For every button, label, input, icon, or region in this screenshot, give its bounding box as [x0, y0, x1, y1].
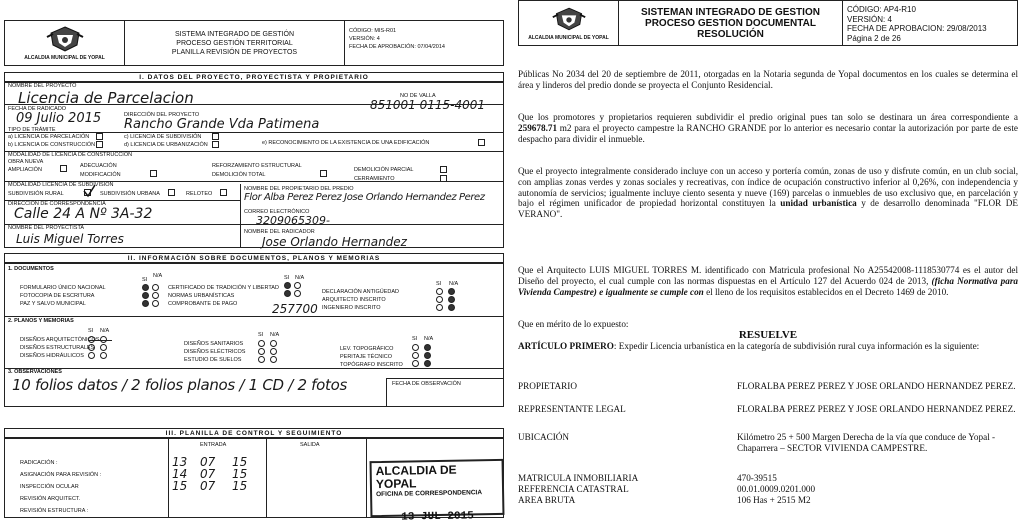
resolution-title-line: PROCESO GESTION DOCUMENTAL	[645, 17, 816, 29]
control-day: 14	[172, 467, 188, 481]
stamp-date: 13 JUL 2015	[401, 510, 474, 524]
article-one	[518, 341, 1018, 352]
yes-column-label: SI	[142, 277, 148, 283]
na-column-label: N/A	[295, 275, 305, 281]
yes-radio[interactable]	[412, 352, 419, 359]
construction-mode-option: MODIFICACIÓN	[80, 172, 121, 178]
area-value: 259678.71	[518, 122, 558, 133]
plan-item: DISEÑOS ELÉCTRICOS	[184, 349, 246, 355]
na-column-label: N/A	[153, 273, 163, 279]
divider	[4, 316, 504, 317]
divider	[4, 368, 504, 369]
procedure-option: a) LICENCIA DE PARCELACIÓN	[8, 134, 90, 140]
designer-value: Luis Miguel Torres	[16, 232, 124, 246]
check-mark-icon	[82, 184, 96, 198]
plan-item: DISEÑOS HIDRÁULICOS	[20, 353, 84, 359]
project-address-value: Rancho Grande Vda Patimena	[124, 117, 320, 132]
procedure-option: e) RECONOCIMIENTO DE LA EXISTENCIA DE UNA EDIFICACIÓN	[262, 140, 430, 146]
article-one-heading: ARTÍCULO PRIMERO	[518, 341, 614, 351]
normative-note: (ficha Normativa para Vivienda Campestre) e igualmente se cumple con	[518, 275, 1018, 297]
billboard-number-label: NO DE VALLA	[400, 93, 436, 99]
na-radio[interactable]	[294, 282, 301, 289]
na-column-label: N/A	[270, 332, 280, 338]
paragraph-2	[518, 112, 1018, 144]
info-value: FLORALBA PEREZ PEREZ Y JOSE ORLANDO HERNANDEZ PEREZ.	[737, 404, 1016, 414]
procedure-checkbox[interactable]	[96, 141, 103, 148]
paragraph-1: Públicas No 2034 del 20 de septiembre de 2011, otorgadas en la Notaria segunda de Yopal documentos en los cuales se determina el área y linderos del predio donde se proyecta el Conjunto Residencial.	[518, 69, 1018, 90]
yes-radio[interactable]	[142, 300, 149, 307]
billboard-number-value: 851001 0115-4001	[370, 98, 486, 112]
document-item: COMPROBANTE DE PAGO	[168, 301, 238, 307]
project-name-label: NOMBRE DEL PROYECTO	[8, 83, 77, 89]
control-row-label: REVISIÓN ESTRUCTURA :	[20, 508, 89, 514]
form-version: VERSIÓN: 4	[349, 36, 380, 42]
na-radio[interactable]	[448, 288, 455, 295]
info-value: 106 Has + 2515 M2	[737, 495, 811, 505]
yes-radio[interactable]	[436, 304, 443, 311]
construction-mode-option: DEMOLICIÓN TOTAL	[212, 172, 266, 178]
divider	[4, 104, 504, 105]
subdivision-mode-option: SUBDIVISIÓN RURAL	[8, 191, 64, 197]
plan-item: LEV. TOPOGRÁFICO	[340, 346, 394, 352]
control-month: 07	[200, 467, 216, 481]
plans-label: 2. PLANOS Y MEMORIAS	[8, 318, 74, 324]
resolution-title-line: SISTEMAN INTEGRADO DE GESTION	[641, 6, 820, 18]
yes-radio[interactable]	[88, 344, 95, 351]
document-item: ARQUITECTO INSCRITO	[322, 297, 386, 303]
paragraph-text: el lleno de los requisitos establecidos en el Decreto 1469 de 2010.	[703, 286, 949, 297]
urban-unit-term: unidad urbanística	[780, 198, 857, 209]
procedure-checkbox[interactable]	[212, 141, 219, 148]
paragraph-text: m2 para el proyecto campestre la RANCHO GRANDE por lo anterior es necesario contar la autorización por parte de este despacho para dividir el inmueble.	[518, 122, 1018, 144]
procedure-type-label: TIPO DE TRÁMITE	[8, 127, 56, 133]
construction-mode-checkbox[interactable]	[60, 165, 67, 172]
section-1-title: I. DATOS DEL PROYECTO, PROYECTISTA Y PROPIETARIO	[4, 72, 504, 82]
control-year: 15	[232, 455, 248, 469]
form-logo	[5, 21, 125, 65]
construction-mode-option: REFORZAMIENTO ESTRUCTURAL	[212, 163, 302, 169]
na-radio[interactable]	[424, 360, 431, 367]
right-resolution-page	[512, 0, 1024, 516]
observation-date-label: FECHA DE OBSERVACIÓN	[392, 381, 461, 387]
subdivision-mode-option: SUBDIVISIÓN URBANA	[100, 191, 160, 197]
form-approval-date: FECHA DE APROBACIÓN: 07/04/2014	[349, 44, 445, 50]
form-meta	[345, 21, 503, 65]
control-year: 15	[232, 467, 248, 481]
construction-mode-checkbox[interactable]	[150, 170, 157, 177]
document-item: PAZ Y SALVO MUNICIPAL	[20, 301, 86, 307]
section-3-title: III. PLANILLA DE CONTROL Y SEGUIMIENTO	[4, 428, 504, 438]
plan-item: DISEÑOS ESTRUCTURALES	[20, 345, 95, 351]
info-key: UBICACIÓN	[518, 432, 570, 442]
construction-mode-checkbox[interactable]	[440, 166, 447, 173]
resolution-approval-date: FECHA DE APROBACION: 29/08/2013	[847, 24, 987, 33]
info-value: Kilómetro 25 + 500 Margen Derecha de la vía que conduce de Yopal - Chaparrera – SECTOR VIVIENDA CAMPESTRE.	[737, 432, 996, 453]
observations-label: 3. OBSERVACIONES	[8, 369, 62, 375]
plan-item: TOPÓGRAFO INSCRITO	[340, 362, 403, 368]
reception-stamp	[370, 459, 505, 524]
na-radio[interactable]	[100, 352, 107, 359]
subdivision-mode-option: RELOTEO	[186, 191, 213, 197]
paragraph-text: : Expedir Licencia urbanística en la categoría de subdivisión rural cuya información es la siguiente:	[613, 341, 980, 351]
info-key: REFERENCIA CATASTRAL	[518, 484, 629, 494]
control-day: 15	[172, 479, 188, 493]
yes-radio[interactable]	[436, 288, 443, 295]
form-title-line: PLANILLA REVISIÓN DE PROYECTOS	[171, 48, 298, 56]
info-value: 00.01.0009.0201.000	[737, 484, 816, 494]
na-radio[interactable]	[100, 344, 107, 351]
filer-label: NOMBRE DEL RADICADOR	[244, 229, 315, 235]
plan-item: ESTUDIO DE SUELOS	[184, 357, 242, 363]
na-column-label: N/A	[449, 281, 459, 287]
procedure-checkbox[interactable]	[96, 133, 103, 140]
construction-mode-option: CERRAMIENTO	[354, 176, 395, 182]
correspondence-address-label: DIRECCIÓN DE CORRESPONDENCIA	[8, 201, 106, 207]
paragraph-text: y de desarrollo denominada "FLOR DE VERANO".	[518, 198, 1019, 220]
resolution-title	[619, 1, 843, 45]
info-key: AREA BRUTA	[518, 495, 576, 505]
resolution-header	[518, 0, 1018, 46]
yes-radio[interactable]	[88, 352, 95, 359]
resolution-logo-text: ALCALDIA MUNICIPAL DE YOPAL	[528, 35, 609, 41]
form-header	[4, 20, 504, 66]
form-logo-text: ALCALDIA MUNICIPAL DE YOPAL	[24, 55, 105, 61]
procedure-option: c) LICENCIA DE SUBDIVISIÓN	[124, 134, 202, 140]
yes-radio[interactable]	[142, 292, 149, 299]
filing-date-label: FECHA DE RADICADO	[8, 106, 67, 112]
na-radio[interactable]	[424, 352, 431, 359]
construction-mode-option: AMPLIACIÓN	[8, 167, 42, 173]
procedure-checkbox[interactable]	[212, 133, 219, 140]
resolution-logo	[519, 1, 619, 45]
email-label: CORREO ELECTRÓNICO	[244, 209, 310, 215]
na-radio[interactable]	[424, 344, 431, 351]
plan-item: DISEÑOS SANITARIOS	[184, 341, 244, 347]
filer-value: Jose Orlando Hernandez	[262, 235, 407, 249]
info-value: 470-39515	[737, 473, 777, 483]
na-radio[interactable]	[152, 292, 159, 299]
na-radio[interactable]	[448, 296, 455, 303]
project-name-value: Licencia de Parcelacion	[18, 89, 194, 107]
section-2-title: II. INFORMACIÓN SOBRE DOCUMENTOS, PLANOS Y MEMORIAS	[4, 253, 504, 263]
document-item: CERTIFICADO DE TRADICIÓN Y LIBERTAD	[168, 285, 279, 291]
designer-label: NOMBRE DEL PROYECTISTA	[8, 225, 85, 231]
strike-line	[88, 340, 112, 341]
paragraph-text: Que el proyecto integralmente considerado incluye con un acceso y portería común, zonas de uso y disfrute común, en un club social, con amplias zonas verdes y zonas sociales y recreativas, con índice de ocupación constructivo inferior al 0,26%, con independencia y autonomía de servicios; igualmente incluye ciento sesenta y nueve (169) parcelas o inmuebles de uso exclusivo que, en parcelación y bajo el régimen unificador de propiedad horizontal constituyen la	[518, 166, 1018, 209]
control-month: 07	[200, 479, 216, 493]
info-key: REPRESENTANTE LEGAL	[518, 404, 626, 414]
subdivision-mode-label: MODALIDAD LICENCIA DE SUBDIVISIÓN	[8, 182, 114, 188]
left-form-page	[0, 0, 508, 524]
subdivision-urban-checkbox[interactable]	[168, 189, 175, 196]
resolution-meta	[843, 1, 1017, 45]
construction-mode-option: OBRA NUEVA	[8, 159, 44, 165]
form-title	[125, 21, 345, 65]
payment-amount: 257700	[272, 302, 318, 316]
na-column-label: N/A	[100, 328, 110, 334]
plan-item: DISEÑOS ARQUITECTÓNICOS	[20, 337, 100, 343]
document-item: FOTOCOPIA DE ESCRITURA	[20, 293, 95, 299]
construction-mode-checkbox[interactable]	[320, 170, 327, 177]
reloteo-checkbox[interactable]	[220, 189, 227, 196]
yes-column-label: SI	[88, 328, 94, 334]
info-key: MATRICULA INMOBILIARIA	[518, 473, 639, 483]
coat-of-arms-icon	[551, 5, 587, 33]
document-item: FORMULARIO ÚNICO NACIONAL	[20, 285, 106, 291]
paragraph-5: Que en mérito de lo expuesto:	[518, 319, 629, 329]
control-year: 15	[232, 479, 248, 493]
stamp-title: ALCALDIA DE YOPAL	[375, 462, 457, 492]
control-row-label: ASIGNACIÓN PARA REVISIÓN :	[20, 472, 102, 478]
paragraph-3	[518, 166, 1018, 220]
na-column-label: N/A	[424, 336, 434, 342]
procedure-checkbox[interactable]	[478, 139, 485, 146]
control-month: 07	[200, 455, 216, 469]
construction-mode-option: ADECUACIÓN	[80, 163, 117, 169]
divider	[4, 132, 504, 133]
yes-column-label: SI	[284, 275, 290, 281]
yes-column-label: SI	[436, 281, 442, 287]
control-row-label: INSPECCIÓN OCULAR	[20, 484, 79, 490]
yes-radio[interactable]	[258, 356, 265, 363]
resolution-title-line: RESOLUCIÓN	[697, 28, 764, 40]
document-item: NORMAS URBANÍSTICAS	[168, 293, 235, 299]
yes-radio[interactable]	[284, 290, 291, 297]
project-address-label: DIRECCIÓN DEL PROYECTO	[124, 112, 200, 118]
divider	[168, 438, 169, 518]
entry-column-label: ENTRADA	[200, 442, 227, 448]
control-day: 13	[172, 455, 188, 469]
yes-radio[interactable]	[142, 284, 149, 291]
divider	[266, 438, 267, 518]
observations-value: 10 folios datos / 2 folios planos / 1 CD / 2 fotos	[12, 376, 347, 394]
procedure-option: d) LICENCIA DE URBANIZACIÓN	[124, 142, 208, 148]
yes-radio[interactable]	[412, 344, 419, 351]
yes-radio[interactable]	[412, 360, 419, 367]
yes-radio[interactable]	[258, 348, 265, 355]
paragraph-text: Que los promotores y propietarios requieren subdividir el predio original pues tan solo se destinara un área correspondiente a	[518, 112, 1018, 122]
paragraph-4	[518, 265, 1018, 297]
stamp-office: OFICINA DE CORRESPONDENCIA	[376, 489, 483, 499]
na-radio[interactable]	[152, 300, 159, 307]
coat-of-arms-icon	[45, 25, 85, 53]
control-row-label: REVISIÓN ARQUITECT.	[20, 496, 81, 502]
document-item: INGENIERO INSCRITO	[322, 305, 381, 311]
na-radio[interactable]	[270, 348, 277, 355]
form-title-line: PROCESO GESTIÓN TERRITORIAL	[176, 39, 293, 47]
divider	[366, 438, 367, 518]
divider	[240, 184, 241, 248]
na-radio[interactable]	[294, 290, 301, 297]
yes-radio[interactable]	[284, 282, 291, 289]
resolution-version: VERSIÓN: 4	[847, 14, 892, 24]
construction-mode-option: DEMOLICIÓN PARCIAL	[354, 167, 414, 173]
resolution-code: CÓDIGO: AP4-R10	[847, 5, 916, 14]
email-value: 3209065309-	[256, 214, 330, 227]
documents-label: 1. DOCUMENTOS	[8, 266, 54, 272]
owner-value: Flor Alba Perez Perez Jose Orlando Hernandez Perez	[244, 192, 485, 203]
na-radio[interactable]	[152, 284, 159, 291]
construction-mode-label: MODALIDAD DE LICENCIA DE CONSTRUCCIÓN	[8, 152, 133, 158]
control-row-label: RADICACIÓN :	[20, 460, 58, 466]
procedure-option: b) LICENCIA DE CONSTRUCCIÓN	[8, 142, 96, 148]
yes-column-label: SI	[412, 336, 418, 342]
paragraph-text: Que el Arquitecto LUIS MIGUEL TORRES M. identificado con Matricula profesional No A25542008-1118530774 es el autor del Diseño del proyecto, el cual cumple con las normas dispuestas en el Artículo 127 del Acuerdo 024 de 2013,	[518, 265, 1018, 286]
yes-radio[interactable]	[258, 340, 265, 347]
info-key: PROPIETARIO	[518, 381, 577, 391]
na-radio[interactable]	[448, 304, 455, 311]
plan-item: PERITAJE TÉCNICO	[340, 354, 393, 360]
form-title-line: SISTEMA INTEGRADO DE GESTIÓN	[174, 30, 295, 38]
na-radio[interactable]	[270, 340, 277, 347]
info-value: FLORALBA PEREZ PEREZ Y JOSE ORLANDO HERNANDEZ PEREZ.	[737, 381, 1016, 391]
resolve-heading: RESUELVE	[738, 329, 798, 341]
yes-column-label: SI	[258, 332, 264, 338]
page-number: Página 2 de 26	[847, 33, 901, 43]
na-radio[interactable]	[270, 356, 277, 363]
filing-date-value: 09 Julio 2015	[16, 111, 102, 126]
correspondence-address-value: Calle 24 A Nº 3A-32	[14, 206, 153, 222]
document-item: DECLARACIÓN ANTIGÜEDAD	[322, 289, 400, 295]
exit-column-label: SALIDA	[300, 442, 320, 448]
form-code: CÓDIGO: MIS-R01	[349, 28, 397, 34]
owner-label: NOMBRE DEL PROPIETARIO DEL PREDIO	[244, 186, 354, 192]
yes-radio[interactable]	[436, 296, 443, 303]
